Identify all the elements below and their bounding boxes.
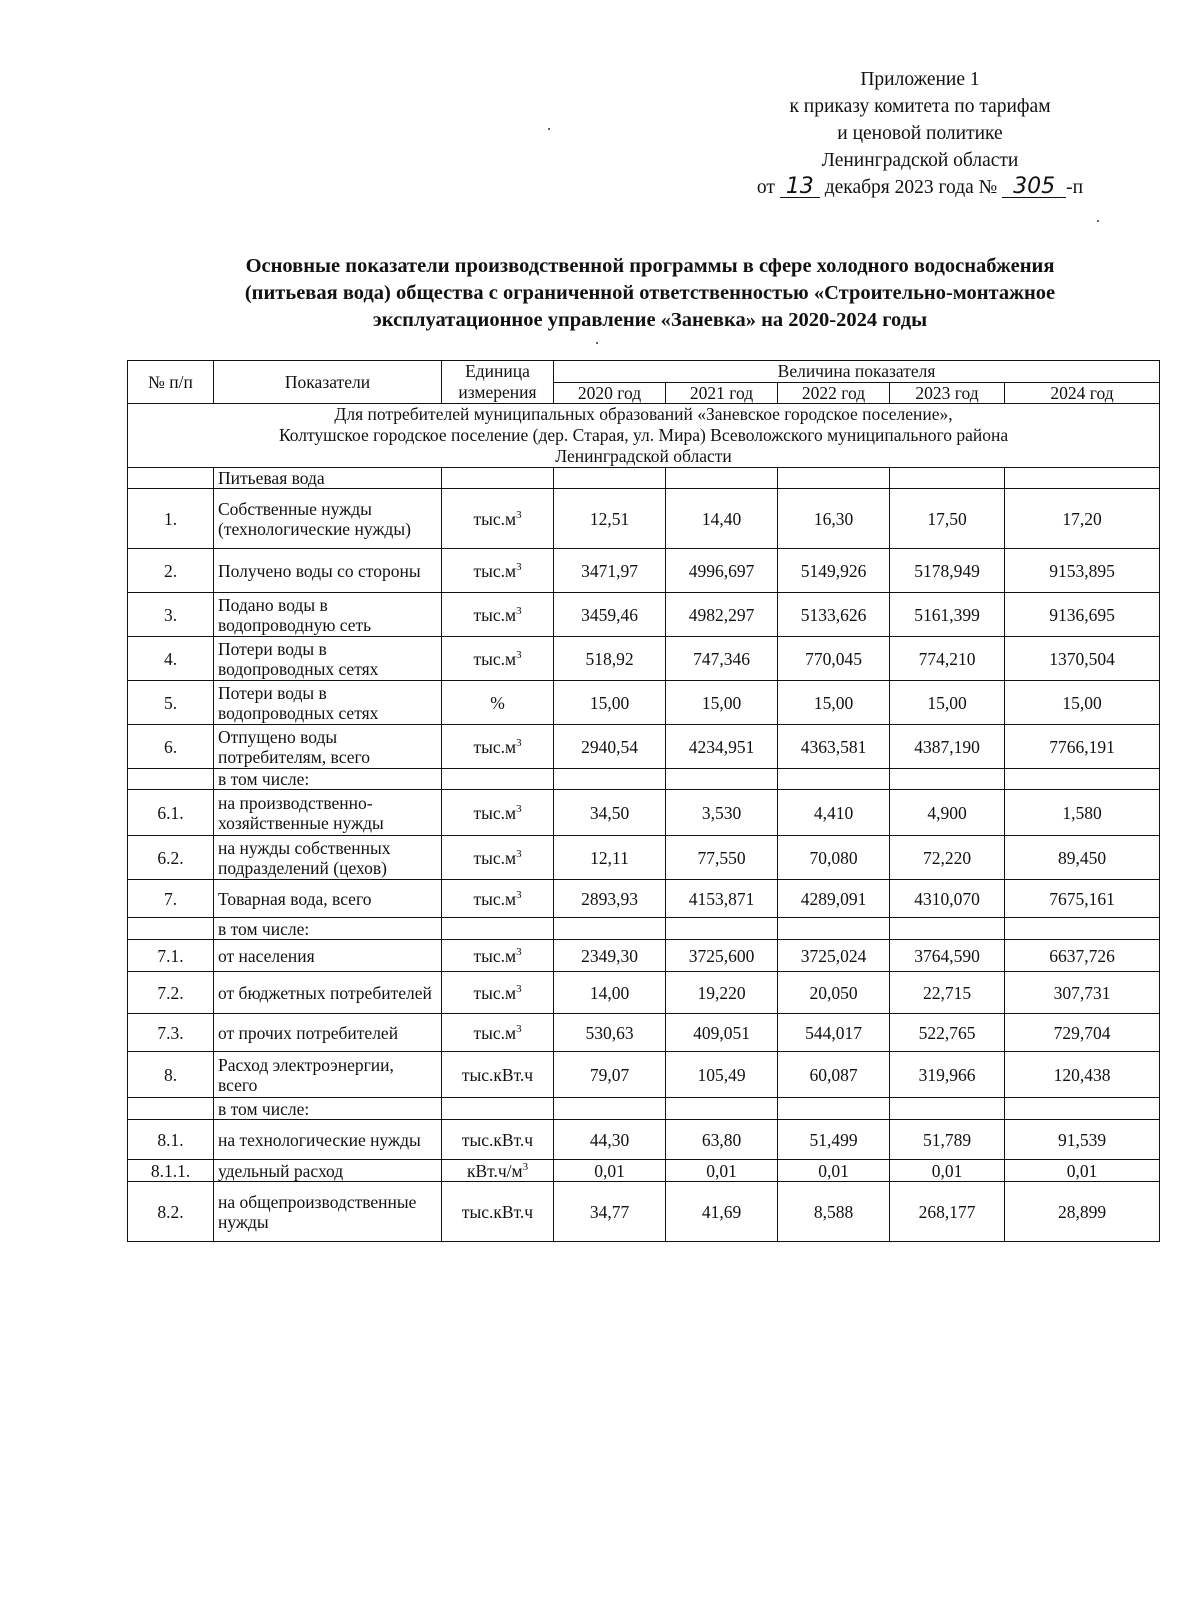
value-cell: 530,63: [554, 1014, 666, 1052]
value-cell: [1005, 769, 1160, 790]
value-cell: 34,50: [554, 790, 666, 836]
value-cell: 1370,504: [1005, 637, 1160, 681]
row-number: 7.3.: [128, 1014, 214, 1052]
value-cell: 2893,93: [554, 880, 666, 918]
indicator-name: на технологические нужды: [214, 1120, 442, 1160]
unit-cell: [442, 1052, 554, 1098]
header-year: 2024 год: [1005, 382, 1160, 404]
title-line-1: Основные показатели производственной программы в сфере холодного водоснабжения: [245, 255, 1055, 277]
value-cell: [778, 918, 890, 940]
unit-text: тыс.м: [473, 508, 517, 529]
row-number: 1.: [128, 489, 214, 549]
indicator-name: удельный расход: [214, 1160, 442, 1182]
value-cell: 19,220: [666, 972, 778, 1014]
value-cell: 77,550: [666, 836, 778, 880]
value-cell: 51,499: [778, 1120, 890, 1160]
value-cell: 9136,695: [1005, 593, 1160, 637]
value-cell: 15,00: [554, 681, 666, 725]
appendix-header: [700, 66, 1140, 201]
value-cell: 17,50: [890, 489, 1005, 549]
unit-cell: [442, 593, 554, 637]
order-date-line: [700, 174, 1140, 201]
title-line-2: (питьевая вода) общества с ограниченной ответственностью «Строительно-монтажное: [244, 282, 1056, 304]
unit-text: тыс.м: [473, 888, 517, 909]
value-cell: 268,177: [890, 1182, 1005, 1242]
value-cell: 3725,600: [666, 940, 778, 972]
header-year: 2023 год: [890, 382, 1005, 404]
unit-text: тыс.кВт.ч: [461, 1064, 534, 1085]
unit-superscript: 3: [516, 560, 522, 573]
value-cell: 1,580: [1005, 790, 1160, 836]
section-drinking-water: Питьевая вода: [214, 468, 442, 489]
row-number: 8.2.: [128, 1182, 214, 1242]
value-cell: 3,530: [666, 790, 778, 836]
section-num-empty: [128, 468, 214, 489]
value-cell: 5161,399: [890, 593, 1005, 637]
value-cell: 5178,949: [890, 549, 1005, 593]
table-row: [128, 489, 1160, 549]
consumer-group-caption: [128, 404, 1160, 468]
unit-text: тыс.кВт.ч: [461, 1201, 534, 1222]
header-unit: Единица измерения: [442, 361, 554, 404]
value-cell: 0,01: [554, 1160, 666, 1182]
indicator-name: Расход электроэнергии, всего: [214, 1052, 442, 1098]
value-cell: 307,731: [1005, 972, 1160, 1014]
table-row: [128, 637, 1160, 681]
table-row: [128, 1182, 1160, 1242]
unit-cell: [442, 1160, 554, 1182]
table-row: [128, 769, 1160, 790]
value-cell: 17,20: [1005, 489, 1160, 549]
table-row: [128, 549, 1160, 593]
indicator-name: на производственно-хозяйственные нужды: [214, 790, 442, 836]
unit-text: тыс.м: [473, 802, 517, 823]
value-cell: 8,588: [778, 1182, 890, 1242]
value-cell: [666, 769, 778, 790]
unit-cell: [442, 790, 554, 836]
value-cell: 4153,871: [666, 880, 778, 918]
row-number: 8.1.: [128, 1120, 214, 1160]
appendix-line-4: Ленинградской области: [821, 150, 1019, 171]
value-cell: 5133,626: [778, 593, 890, 637]
scan-speck: [596, 342, 598, 344]
value-cell: 4,410: [778, 790, 890, 836]
value-cell: 4996,697: [666, 549, 778, 593]
unit-text: тыс.м: [473, 847, 517, 868]
value-cell: 9153,895: [1005, 549, 1160, 593]
table-row: [128, 1098, 1160, 1120]
row-number: 8.: [128, 1052, 214, 1098]
order-suffix: -п: [1066, 177, 1084, 198]
value-cell: 774,210: [890, 637, 1005, 681]
unit-cell: [442, 489, 554, 549]
table-row: [128, 593, 1160, 637]
scan-speck: [1097, 220, 1099, 222]
indicator-name: в том числе:: [214, 918, 442, 940]
unit-cell: [442, 769, 554, 790]
unit-superscript: 3: [516, 888, 522, 901]
unit-cell: [442, 880, 554, 918]
value-cell: 4982,297: [666, 593, 778, 637]
value-cell: 22,715: [890, 972, 1005, 1014]
unit-superscript: 3: [516, 945, 522, 958]
value-cell: 16,30: [778, 489, 890, 549]
unit-text: тыс.м: [473, 736, 517, 757]
value-cell: 28,899: [1005, 1182, 1160, 1242]
value-cell: [554, 918, 666, 940]
unit-cell: [442, 725, 554, 769]
table-row: [128, 725, 1160, 769]
table-row: [128, 940, 1160, 972]
value-cell: 0,01: [890, 1160, 1005, 1182]
row-number: 7.2.: [128, 972, 214, 1014]
indicator-name: в том числе:: [214, 769, 442, 790]
header-value-group: Величина показателя: [554, 361, 1160, 383]
unit-superscript: 3: [516, 736, 522, 749]
table-row: [128, 880, 1160, 918]
value-cell: 91,539: [1005, 1120, 1160, 1160]
unit-cell: [442, 940, 554, 972]
unit-cell: [442, 681, 554, 725]
indicator-name: Отпущено воды потребителям, всего: [214, 725, 442, 769]
unit-cell: [442, 836, 554, 880]
row-number: 3.: [128, 593, 214, 637]
value-cell: 20,050: [778, 972, 890, 1014]
table-row: [128, 1120, 1160, 1160]
unit-cell: [442, 1098, 554, 1120]
value-cell: 4234,951: [666, 725, 778, 769]
value-cell: 14,40: [666, 489, 778, 549]
value-cell: [890, 769, 1005, 790]
value-cell: 3764,590: [890, 940, 1005, 972]
value-cell: 4310,070: [890, 880, 1005, 918]
unit-cell: [442, 918, 554, 940]
row-number: [128, 1098, 214, 1120]
value-cell: [554, 769, 666, 790]
unit-text: кВт.ч/м: [466, 1160, 523, 1181]
value-cell: 63,80: [666, 1120, 778, 1160]
value-cell: 41,69: [666, 1182, 778, 1242]
value-cell: [890, 918, 1005, 940]
value-cell: 319,966: [890, 1052, 1005, 1098]
row-number: 6.: [128, 725, 214, 769]
row-number: 4.: [128, 637, 214, 681]
value-cell: [778, 1098, 890, 1120]
value-cell: 15,00: [666, 681, 778, 725]
value-cell: [778, 769, 890, 790]
row-number: 7.: [128, 880, 214, 918]
value-cell: 409,051: [666, 1014, 778, 1052]
value-cell: 72,220: [890, 836, 1005, 880]
order-day: 13: [780, 177, 820, 198]
value-cell: 12,51: [554, 489, 666, 549]
value-cell: 4363,581: [778, 725, 890, 769]
value-cell: 3725,024: [778, 940, 890, 972]
value-cell: 2349,30: [554, 940, 666, 972]
unit-superscript: 3: [516, 802, 522, 815]
indicator-name: Потери воды в водопроводных сетях: [214, 637, 442, 681]
table-row: [128, 1014, 1160, 1052]
unit-text: %: [490, 692, 505, 713]
value-cell: 15,00: [778, 681, 890, 725]
value-cell: 15,00: [890, 681, 1005, 725]
date-middle: декабря 2023 года №: [824, 177, 998, 198]
indicators-table: [127, 360, 1160, 1242]
unit-superscript: 3: [516, 508, 522, 521]
unit-text: тыс.м: [473, 604, 517, 625]
indicator-name: Собственные нужды (технологические нужды): [214, 489, 442, 549]
indicator-name: Подано воды в водопроводную сеть: [214, 593, 442, 637]
value-cell: 522,765: [890, 1014, 1005, 1052]
row-number: 7.1.: [128, 940, 214, 972]
scan-speck: [548, 128, 550, 130]
unit-cell: [442, 1014, 554, 1052]
value-cell: 729,704: [1005, 1014, 1160, 1052]
value-cell: 7675,161: [1005, 880, 1160, 918]
table-row: [128, 1052, 1160, 1098]
header-num: № п/п: [128, 361, 214, 404]
value-cell: 770,045: [778, 637, 890, 681]
header-year: 2020 год: [554, 382, 666, 404]
value-cell: 2940,54: [554, 725, 666, 769]
value-cell: 0,01: [666, 1160, 778, 1182]
indicator-name: на общепроизводственные нужды: [214, 1182, 442, 1242]
value-cell: 0,01: [1005, 1160, 1160, 1182]
value-cell: [554, 1098, 666, 1120]
row-number: 8.1.1.: [128, 1160, 214, 1182]
title-line-3: эксплуатационное управление «Заневка» на 2020-2024 годы: [372, 309, 928, 331]
value-cell: 105,49: [666, 1052, 778, 1098]
indicator-name: Потери воды в водопроводных сетях: [214, 681, 442, 725]
value-cell: 544,017: [778, 1014, 890, 1052]
value-cell: 3471,97: [554, 549, 666, 593]
unit-text: тыс.м: [473, 648, 517, 669]
header-indicator: Показатели: [214, 361, 442, 404]
value-cell: 0,01: [778, 1160, 890, 1182]
unit-text: тыс.м: [473, 1022, 517, 1043]
indicator-name: Получено воды со стороны: [214, 549, 442, 593]
value-cell: 14,00: [554, 972, 666, 1014]
value-cell: [1005, 1098, 1160, 1120]
unit-superscript: 3: [516, 982, 522, 995]
unit-superscript: 3: [516, 648, 522, 661]
value-cell: 4387,190: [890, 725, 1005, 769]
value-cell: 89,450: [1005, 836, 1160, 880]
unit-superscript: 3: [522, 1160, 529, 1173]
value-cell: 15,00: [1005, 681, 1160, 725]
value-cell: 44,30: [554, 1120, 666, 1160]
value-cell: 70,080: [778, 836, 890, 880]
indicator-name: Товарная вода, всего: [214, 880, 442, 918]
header-year: 2022 год: [778, 382, 890, 404]
value-cell: 518,92: [554, 637, 666, 681]
value-cell: 120,438: [1005, 1052, 1160, 1098]
unit-text: тыс.м: [473, 945, 517, 966]
indicator-name: от прочих потребителей: [214, 1014, 442, 1052]
value-cell: 51,789: [890, 1120, 1005, 1160]
value-cell: 79,07: [554, 1052, 666, 1098]
table-row: [128, 918, 1160, 940]
value-cell: 4,900: [890, 790, 1005, 836]
row-number: 6.1.: [128, 790, 214, 836]
table-row: [128, 836, 1160, 880]
group-line-1: Для потребителей муниципальных образований «Заневское городское поселение»,: [334, 404, 953, 424]
table-row: [128, 972, 1160, 1014]
group-line-2: Колтушское городское поселение (дер. Старая, ул. Мира) Всеволожского муниципального района: [278, 425, 1009, 445]
unit-cell: [442, 637, 554, 681]
unit-cell: [442, 1182, 554, 1242]
unit-superscript: 3: [516, 847, 522, 860]
value-cell: [666, 918, 778, 940]
value-cell: [1005, 918, 1160, 940]
row-number: [128, 769, 214, 790]
table-row: [128, 681, 1160, 725]
unit-cell: [442, 972, 554, 1014]
value-cell: 7766,191: [1005, 725, 1160, 769]
indicator-name: на нужды собственных подразделений (цехов): [214, 836, 442, 880]
unit-cell: [442, 549, 554, 593]
value-cell: 3459,46: [554, 593, 666, 637]
unit-superscript: 3: [516, 604, 522, 617]
group-line-3: Ленинградской области: [555, 446, 732, 466]
header-year: 2021 год: [666, 382, 778, 404]
row-number: [128, 918, 214, 940]
date-prefix: от: [756, 177, 775, 198]
value-cell: 4289,091: [778, 880, 890, 918]
document-title: [150, 253, 1150, 334]
value-cell: [890, 1098, 1005, 1120]
row-number: 6.2.: [128, 836, 214, 880]
unit-superscript: 3: [516, 1022, 522, 1035]
indicator-name: от населения: [214, 940, 442, 972]
indicator-name: в том числе:: [214, 1098, 442, 1120]
value-cell: [666, 1098, 778, 1120]
appendix-title: Приложение 1: [860, 69, 980, 90]
unit-text: тыс.м: [473, 982, 517, 1003]
value-cell: 5149,926: [778, 549, 890, 593]
unit-text: тыс.м: [473, 560, 517, 581]
appendix-line-3: и ценовой политике: [837, 123, 1003, 144]
value-cell: 747,346: [666, 637, 778, 681]
unit-cell: [442, 1120, 554, 1160]
table-row: [128, 1160, 1160, 1182]
row-number: 5.: [128, 681, 214, 725]
order-number: 305: [1002, 177, 1066, 198]
indicator-name: от бюджетных потребителей: [214, 972, 442, 1014]
value-cell: 6637,726: [1005, 940, 1160, 972]
value-cell: 60,087: [778, 1052, 890, 1098]
table-row: [128, 790, 1160, 836]
appendix-line-2: к приказу комитета по тарифам: [789, 96, 1051, 117]
unit-text: тыс.кВт.ч: [461, 1129, 534, 1150]
value-cell: 12,11: [554, 836, 666, 880]
row-number: 2.: [128, 549, 214, 593]
value-cell: 34,77: [554, 1182, 666, 1242]
